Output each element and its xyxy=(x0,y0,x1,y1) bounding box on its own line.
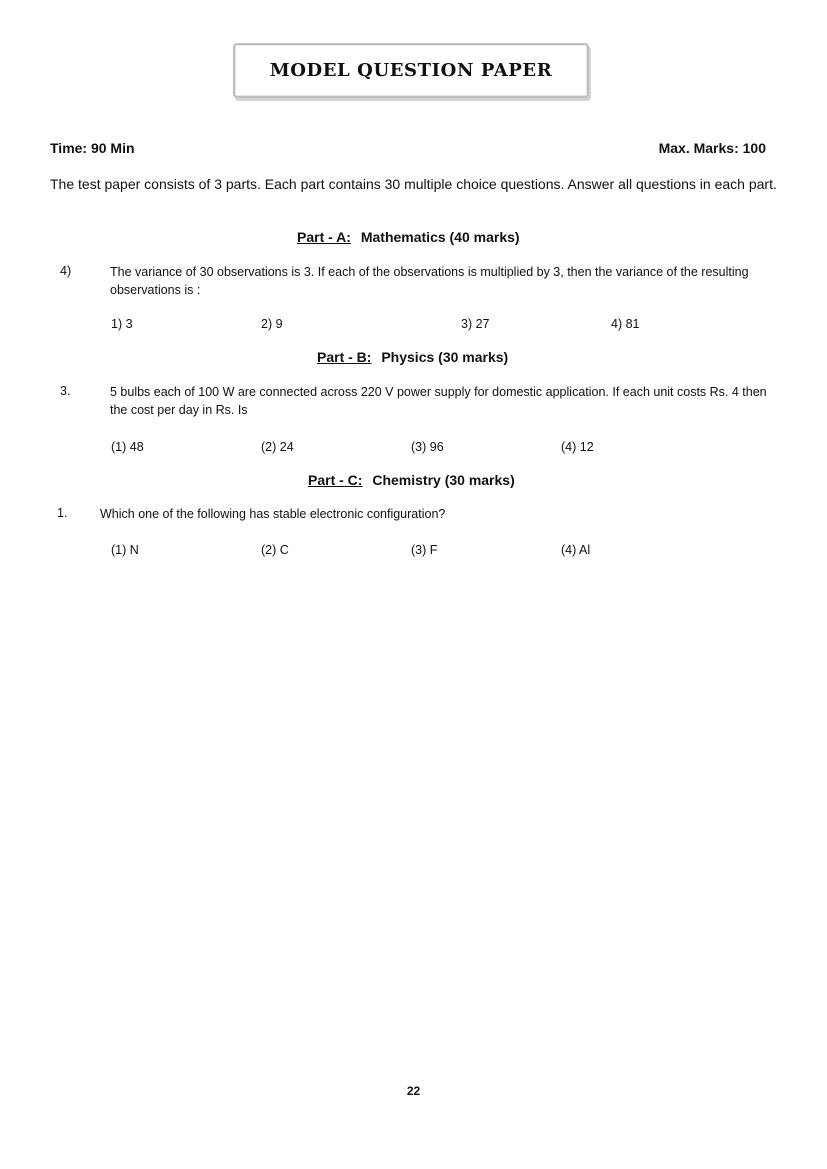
option-1: 1) 3 xyxy=(111,317,133,331)
part-b-subject: Physics (30 marks) xyxy=(381,349,509,365)
part-b-label: Part - B: xyxy=(317,349,372,365)
question-text: 5 bulbs each of 100 W are connected across 220 V power supply for domestic application. If each unit costs Rs. 4 then the cost per day in Rs. Is xyxy=(110,385,767,417)
question-text: Which one of the following has stable electronic configuration? xyxy=(100,507,446,521)
part-a-heading xyxy=(297,229,520,245)
option-3: (3) F xyxy=(411,543,438,557)
question-number: 3. xyxy=(60,384,71,398)
option-2: 2) 9 xyxy=(261,317,283,331)
instructions: The test paper consists of 3 parts. Each part contains 30 multiple choice questions. Answer all questions in each part. xyxy=(50,176,777,192)
question-number: 4) xyxy=(60,264,72,278)
question-text: The variance of 30 observations is 3. If each of the observations is multiplied by 3, then the variance of the resulting observations is : xyxy=(110,265,749,297)
page-title: MODEL QUESTION PAPER xyxy=(269,60,553,81)
part-c-label: Part - C: xyxy=(308,472,363,488)
option-4: (4) 12 xyxy=(561,440,594,454)
option-1: (1) 48 xyxy=(111,440,144,454)
part-a-label: Part - A: xyxy=(297,229,351,245)
part-c-subject: Chemistry (30 marks) xyxy=(372,472,515,488)
option-2: (2) C xyxy=(261,543,289,557)
option-2: (2) 24 xyxy=(261,440,294,454)
option-4: (4) Al xyxy=(561,543,591,557)
part-c-heading xyxy=(308,472,515,488)
page-number: 22 xyxy=(406,1084,421,1098)
time-label: Time: 90 Min xyxy=(50,140,135,156)
option-3: 3) 27 xyxy=(461,317,490,331)
part-a-subject: Mathematics (40 marks) xyxy=(360,229,520,245)
option-1: (1) N xyxy=(111,543,139,557)
question-number: 1. xyxy=(57,506,68,520)
part-b-heading xyxy=(317,349,508,365)
option-4: 4) 81 xyxy=(611,317,640,331)
title-box xyxy=(233,43,589,98)
option-3: (3) 96 xyxy=(411,440,444,454)
max-marks-label: Max. Marks: 100 xyxy=(658,140,766,156)
